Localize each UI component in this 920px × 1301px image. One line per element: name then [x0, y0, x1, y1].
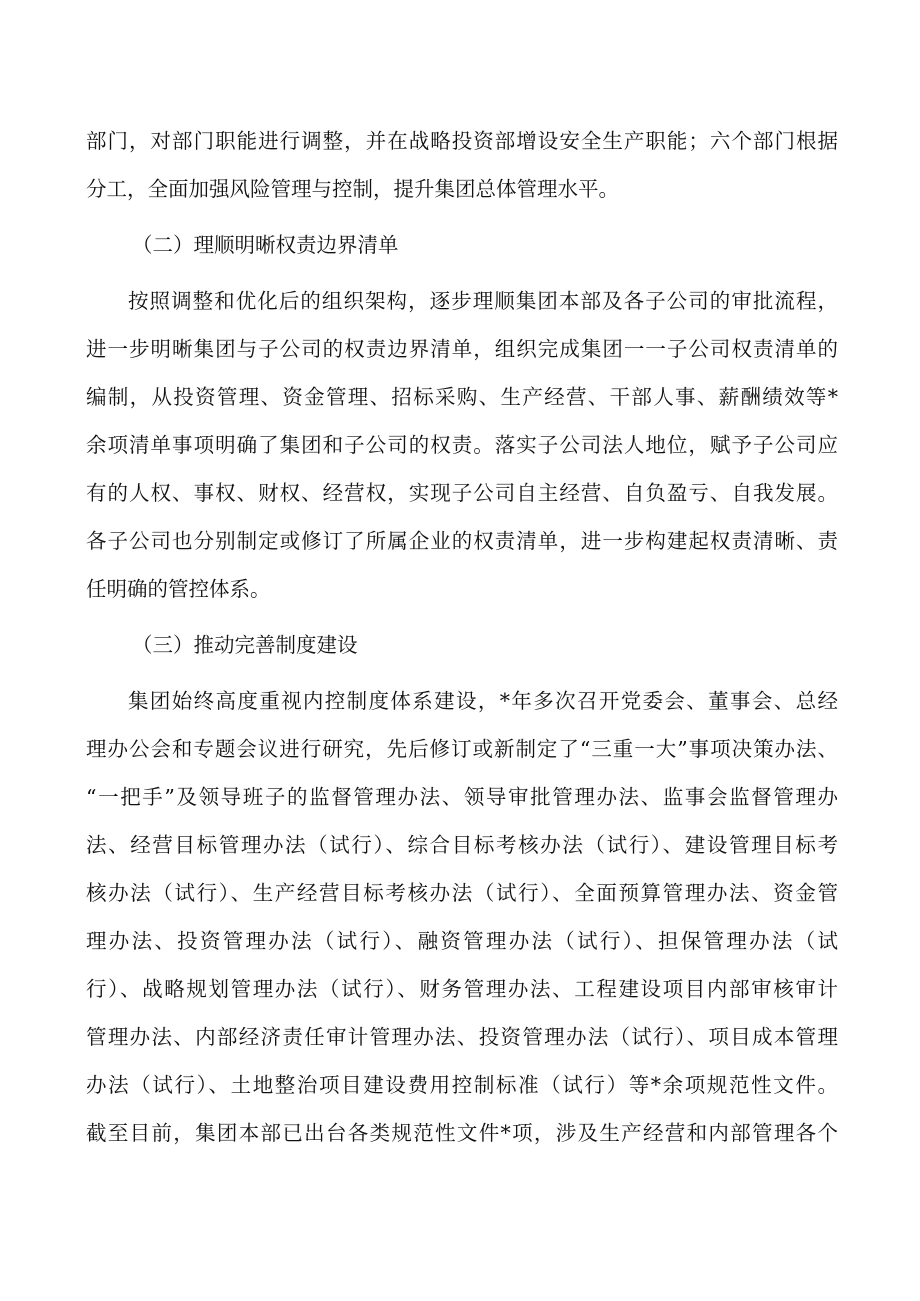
paragraph-2-line-7: 任明确的管控体系。	[86, 577, 271, 601]
paragraph-3-line-5: 核办法（试行）、生产经营目标考核办法（试行）、全面预算管理办法、资金管	[86, 881, 838, 905]
paragraph-3-line-1: 集团始终高度重视内控制度体系建设，*年多次召开党委会、董事会、总经	[128, 689, 838, 713]
paragraph-2-line-6: 各子公司也分别制定或修订了所属企业的权责清单，进一步构建起权责清晰、责	[86, 529, 838, 553]
paragraph-2-line-1: 按照调整和优化后的组织架构，逐步理顺集团本部及各子公司的审批流程，	[128, 289, 838, 313]
paragraph-3-line-2: 理办公会和专题会议进行研究，先后修订或新制定了“三重一大”事项决策办法、	[86, 737, 838, 761]
paragraph-2-line-4: 余项清单事项明确了集团和子公司的权责。落实子公司法人地位，赋予子公司应	[86, 433, 838, 457]
paragraph-2-line-5: 有的人权、事权、财权、经营权，实现子公司自主经营、自负盈亏、自我发展。	[86, 481, 838, 505]
paragraph-3-line-7: 行）、战略规划管理办法（试行）、财务管理办法、工程建设项目内部审核审计	[86, 977, 838, 1001]
paragraph-2-line-2: 进一步明晰集团与子公司的权责边界清单，组织完成集团一一子公司权责清单的	[86, 337, 838, 361]
paragraph-1-line-2: 分工，全面加强风险管理与控制，提升集团总体管理水平。	[86, 177, 619, 201]
section-heading-3: （三）推动完善制度建设	[132, 633, 358, 657]
paragraph-3-line-6: 理办法、投资管理办法（试行）、融资管理办法（试行）、担保管理办法（试	[86, 929, 838, 953]
paragraph-3-line-9: 办法（试行）、土地整治项目建设费用控制标准（试行）等*余项规范性文件。	[86, 1073, 838, 1097]
paragraph-3-line-8: 管理办法、内部经济责任审计管理办法、投资管理办法（试行）、项目成本管理	[86, 1025, 838, 1049]
paragraph-3-line-10: 截至目前，集团本部已出台各类规范性文件*项，涉及生产经营和内部管理各个	[86, 1121, 838, 1145]
paragraph-3-line-3: “一把手”及领导班子的监督管理办法、领导审批管理办法、监事会监督管理办	[86, 785, 838, 809]
section-heading-2: （二）理顺明晰权责边界清单	[132, 233, 399, 257]
paragraph-2-line-3: 编制，从投资管理、资金管理、招标采购、生产经营、干部人事、薪酬绩效等*	[86, 385, 838, 409]
paragraph-3-line-4: 法、经营目标管理办法（试行）、综合目标考核办法（试行）、建设管理目标考	[86, 833, 838, 857]
paragraph-1-line-1: 部门，对部门职能进行调整，并在战略投资部增设安全生产职能；六个部门根据	[86, 129, 838, 153]
